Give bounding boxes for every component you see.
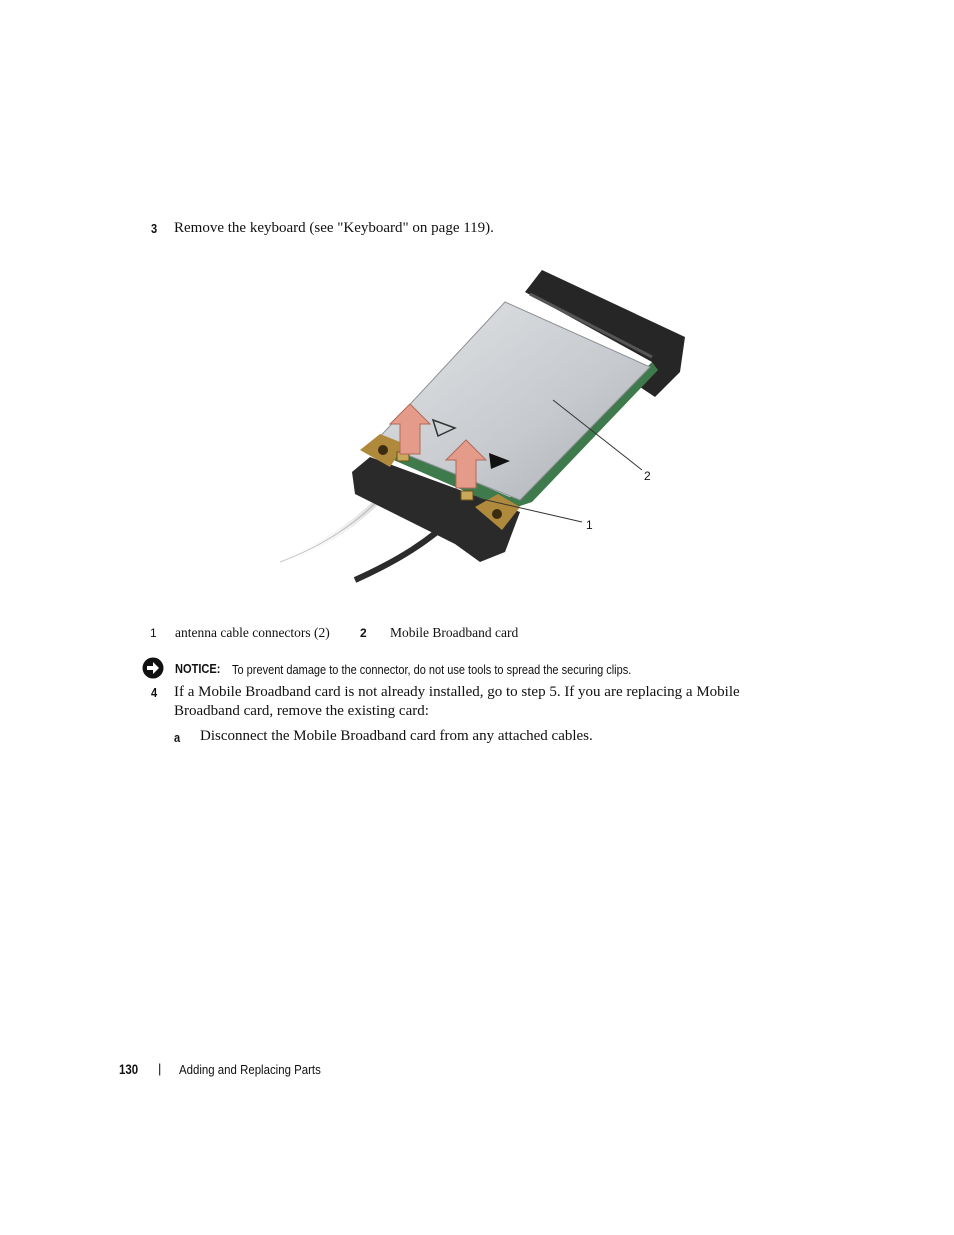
- step-4-number: 4: [151, 685, 158, 700]
- notice-text: To prevent damage to the connector, do not use tools to spread the securing clips.: [232, 663, 632, 677]
- page-number: 130: [119, 1062, 139, 1077]
- legend-1-label: antenna cable connectors (2): [175, 625, 330, 640]
- antenna-connector-right: [461, 491, 473, 500]
- notice-arrow-icon: [142, 657, 164, 679]
- notice-text-wrap: [232, 661, 686, 679]
- step-3-text: Remove the keyboard (see "Keyboard" on page 119).: [174, 220, 494, 236]
- callout-2: 2: [644, 469, 651, 483]
- notice-label: NOTICE:: [175, 661, 221, 676]
- substep-a-text: Disconnect the Mobile Broadband card from any attached cables.: [200, 728, 593, 744]
- footer-separator: |: [158, 1061, 162, 1076]
- legend-2-label: Mobile Broadband card: [390, 625, 519, 640]
- step-4-line-2: Broadband card, remove the existing card:: [174, 703, 429, 719]
- callout-1: 1: [586, 518, 593, 532]
- step-3-number: 3: [151, 221, 158, 236]
- notice-block: [175, 660, 228, 678]
- step-4-line-1: If a Mobile Broadband card is not already installed, go to step 5. If you are replacing a Mobile: [174, 684, 740, 700]
- legend-1-number: 1: [150, 626, 157, 640]
- substep-a-letter: a: [174, 730, 181, 745]
- broadband-card-figure: [280, 262, 700, 592]
- legend-2-number: 2: [360, 626, 367, 640]
- footer-section-title: Adding and Replacing Parts: [179, 1062, 321, 1077]
